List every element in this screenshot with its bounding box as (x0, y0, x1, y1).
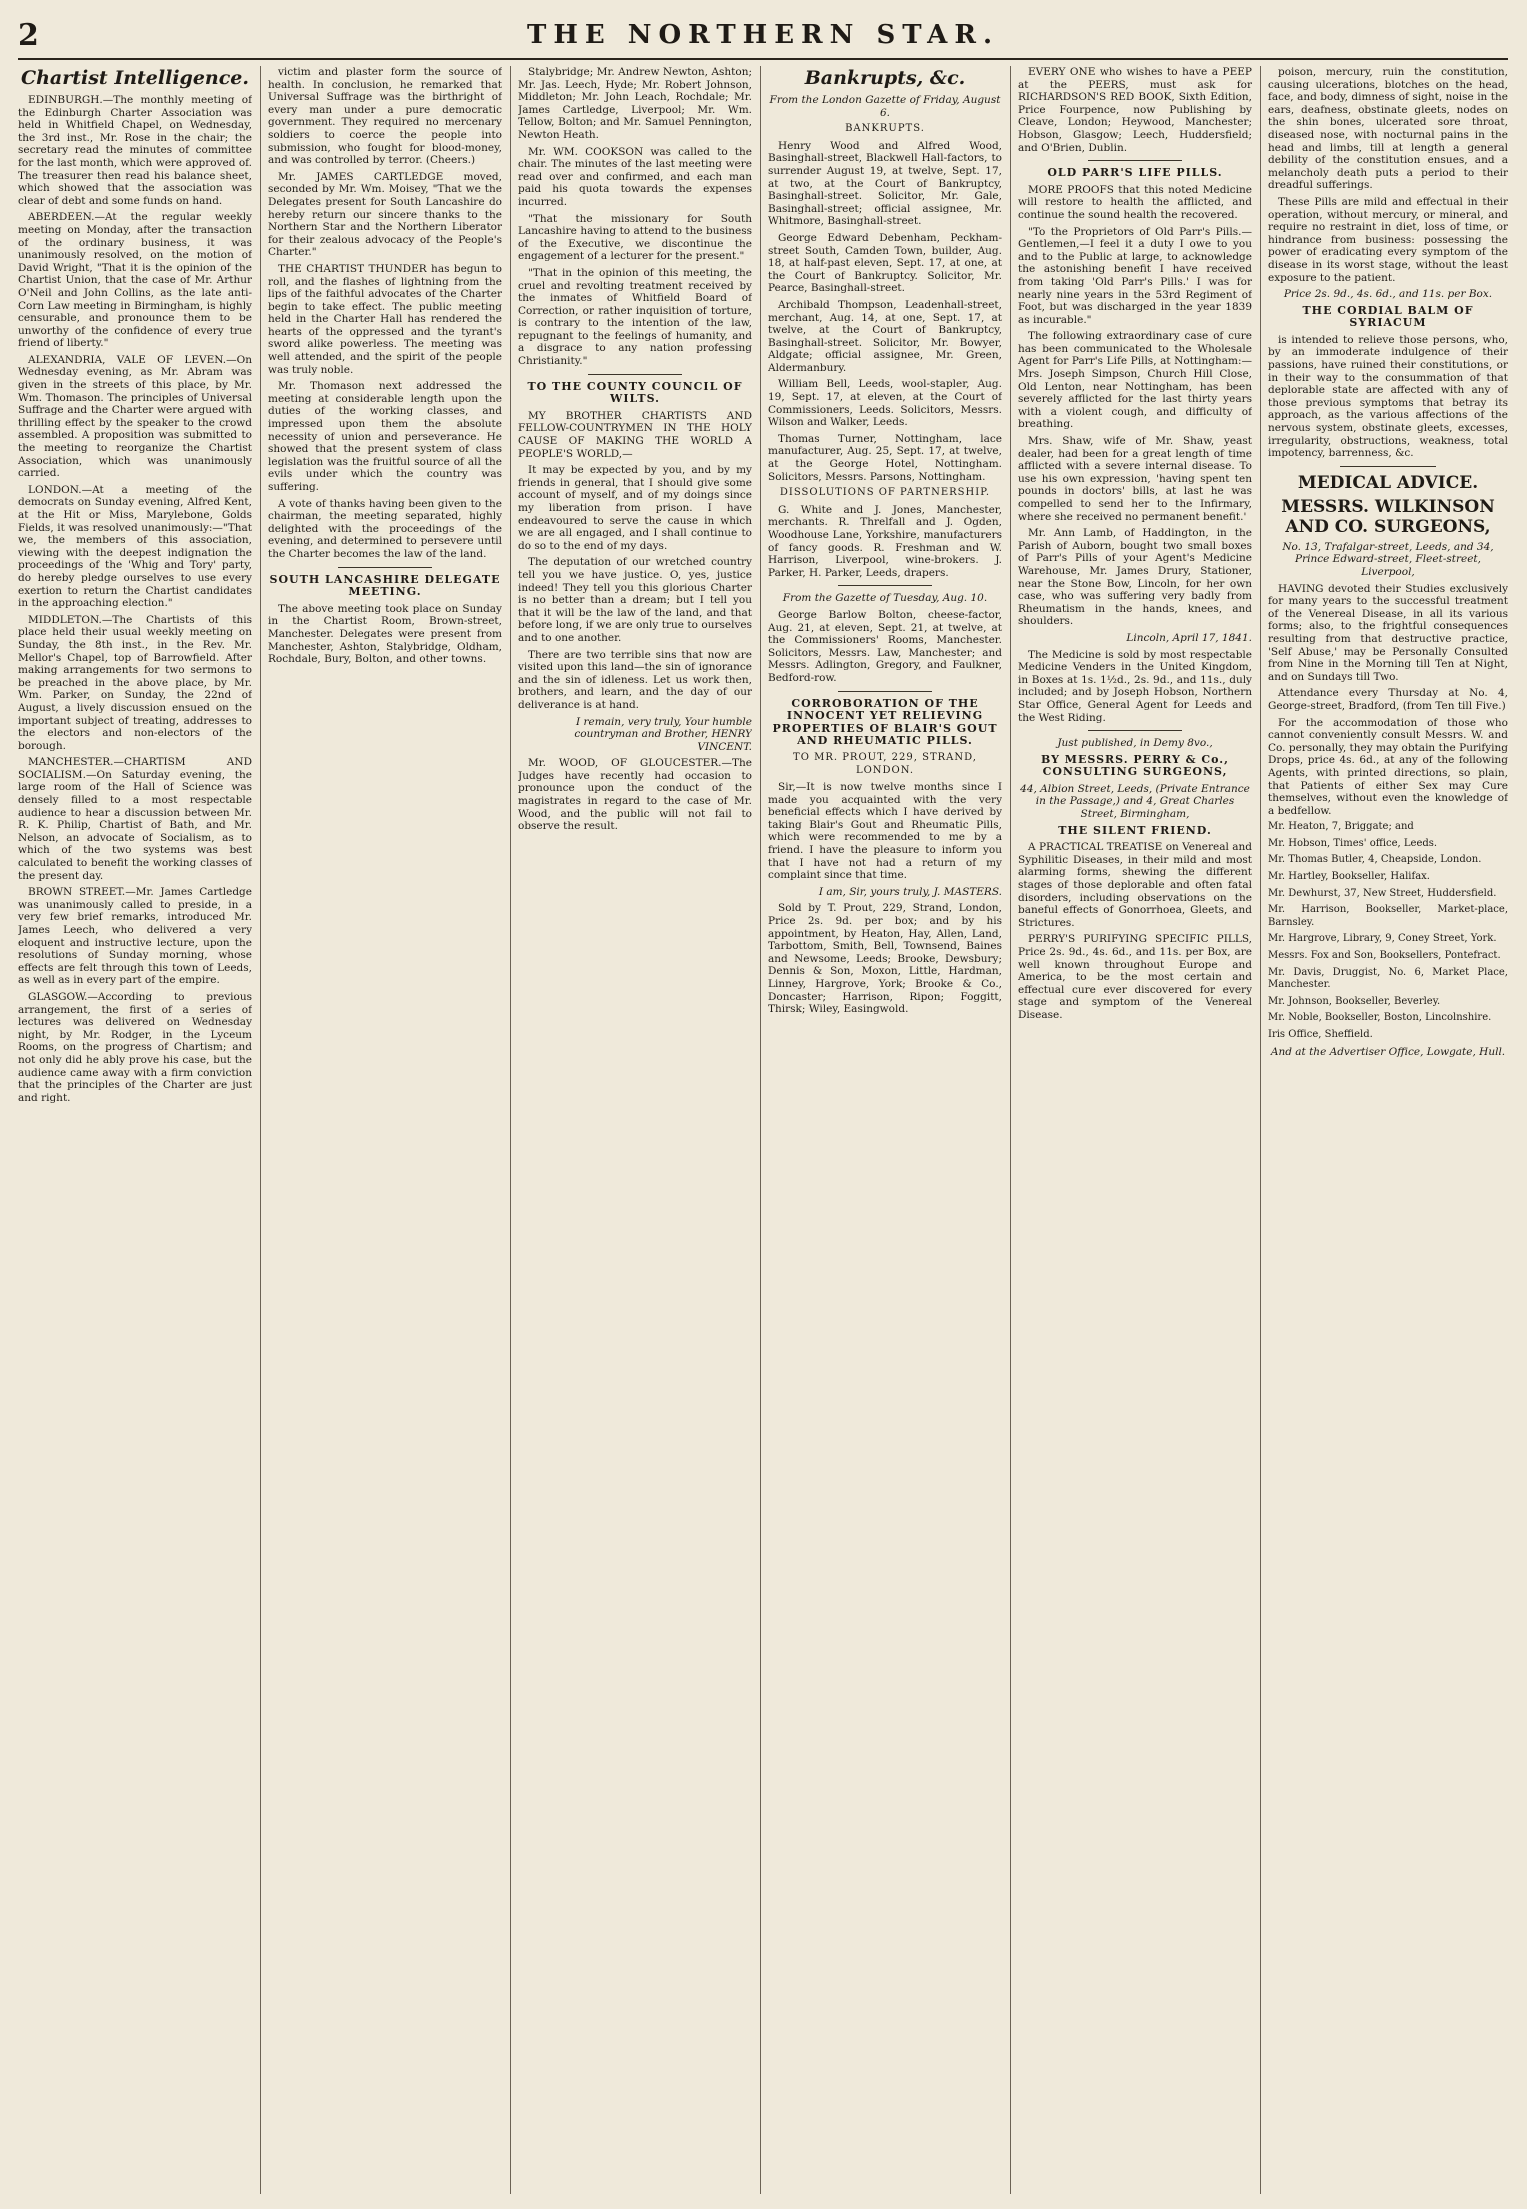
column-divider (1260, 66, 1261, 2194)
agent-item: Mr. Davis, Druggist, No. 6, Market Place, Manchester. (1268, 966, 1508, 991)
advert-body: MORE PROOFS that this noted Medicine will restore to health the afflicted, and continue the sound health the recovered. (1018, 183, 1252, 221)
article-paragraph: Mr. WM. COOKSON was called to the chair. The minutes of the last meeting were read over and confirmed, and each man paid his quota towards the expenses incurred. (518, 145, 752, 208)
column-delegate-meeting (518, 66, 752, 2194)
column-bankrupts (768, 66, 1002, 2194)
advert-body: For the accommodation of those who cannot conveniently consult Messrs. W. and Co. personally, they may obtain the Purifying Drops, price 4s. 6d., at any of the following Agents, with printed directions, so plain, that Patients of either Sex may Cure themselves, without even the knowledge of a bedfellow. (1268, 716, 1508, 817)
column-medical-advice (1268, 66, 1508, 2194)
agent-item: Messrs. Fox and Son, Booksellers, Pontefract. (1268, 950, 1501, 962)
column-chartist-intelligence (18, 66, 252, 2194)
letter-paragraph: MY BROTHER CHARTISTS AND FELLOW-COUNTRYMEN IN THE HOLY CAUSE OF MAKING THE WORLD A PEOPLE'S WORLD,— (518, 409, 752, 460)
bankrupt-entry: Henry Wood and Alfred Wood, Basinghall-street, Blackwell Hall-factors, to surrender August 19, at twelve, Sept. 17, at two, at the Court of Bankruptcy, Basinghall-street. Solicitor, Mr. Gale, Basinghall-street; official assignee, Mr. Whitmore, Basinghall-street. (768, 139, 1002, 228)
article-paragraph: ALEXANDRIA, VALE OF LEVEN.—On Wednesday evening, as Mr. Abram was given in the streets of this place, by Mr. Wm. Thomason. The principles of Universal Suffrage and the Charter were argued with thrilling effect by the speaker to the crowd assembled. A proposition was submitted to the meeting to reorganize the Chartist Association, which was unanimously carried. (18, 353, 252, 480)
section-rule (1088, 730, 1182, 731)
article-paragraph: A vote of thanks having been given to the chairman, the meeting separated, highly delighted with the proceedings of the evening, and determined to persevere until the Charter becomes the law of the land. (268, 497, 502, 560)
firm-name: MESSRS. WILKINSON AND CO. SURGEONS, (1281, 496, 1495, 537)
letter-paragraph: There are two terrible sins that now are visited upon this land—the sin of ignorance and the sin of idleness. Let us work then, brothers, and learn, and the day of our deliverance is at hand. (518, 648, 752, 711)
masthead (18, 14, 1508, 60)
article-paragraph: ABERDEEN.—At the regular weekly meeting on Monday, after the transaction of the ordinary business, it was unanimously resolved, on the motion of David Wright, "That it is the opinion of the Chartist Union, that the case of Mr. Arthur O'Neil and John Collins, as the late anti-Corn Law meeting in Birmingham, is highly censurable, and pronounce them to be unworthy of the confidence of every true friend of liberty." (18, 211, 252, 350)
agent-item: Mr. Dewhurst, 37, New Street, Huddersfield. (1268, 887, 1497, 899)
advert-body: The Medicine is sold by most respectable Medicine Venders in the United Kingdom, in Boxes at 1s. 1½d., 2s. 9d., and 11s., duly included; and by Joseph Hobson, Northern Star Office, General Agent for Leeds and the West Riding. (1018, 648, 1252, 724)
advert-address: 44, Albion Street, Leeds, (Private Entrance in the Passage,) and 4, Great Charles Street, Birmingham, (1020, 782, 1250, 821)
newspaper-page (18, 14, 1508, 2194)
section-rule (1088, 160, 1182, 161)
advert-body: These Pills are mild and effectual in their operation, without mercury, or mineral, and require no restraint in diet, loss of time, or hindrance from business: possessing the power of eradicating every symptom of the disease in its worst stage, without the least exposure to the patient. (1268, 195, 1508, 284)
section-heading: Chartist Intelligence. (20, 67, 250, 89)
book-title: THE SILENT FRIEND. (1058, 823, 1212, 837)
section-rule (338, 567, 432, 568)
advert-body: poison, mercury, ruin the constitution, causing ulcerations, blotches on the head, face, and body, dimness of sight, noise in the ears, deafness, obstinate gleets, nodes on the shin bones, ulcerated sore throat, diseased nose, with nocturnal pains in the head and limbs, till at length a general debility of the constitution ensues, and a melancholy death puts a period to their dreadful sufferings. (1268, 66, 1508, 192)
advert-signature: I am, Sir, yours truly, J. MASTERS. (818, 885, 1002, 898)
columns (18, 66, 1508, 2194)
agent-item: Mr. Hobson, Times' office, Leeds. (1268, 837, 1438, 849)
gazette-date: From the London Gazette of Friday, August 6. (769, 94, 1001, 119)
bankrupt-entry: William Bell, Leeds, wool-stapler, Aug. 19, Sept. 17, at eleven, at the Court of Commissioners, Leeds. Solicitors, Messrs. Wilson and Walker, Leeds. (768, 378, 1002, 429)
advert-body: PERRY'S PURIFYING SPECIFIC PILLS, Price 2s. 9d., 4s. 6d., and 11s. per Box, are well known throughout Europe and America, to be the most certain and effectual cure ever discovered for every stage and symptom of the Venereal Disease. (1018, 933, 1252, 1021)
bankrupt-entry: George Edward Debenham, Peckham-street South, Camden Town, builder, Aug. 18, at half-past eleven, Sept. 17, at one, at the Court of Bankruptcy. Solicitor, Mr. Pearce, Basinghall-street. (768, 231, 1002, 295)
column-divider (760, 66, 761, 2194)
advert-body: Sir,—It is now twelve months since I made you acquainted with the very beneficial effects which I have derived by taking Blair's Gout and Rheumatic Pills, which were recommended to me by a friend. I have the pleasure to inform you that I have not had a return of my complaint since that time. (768, 781, 1002, 882)
agent-item: Mr. Hartley, Bookseller, Halifax. (1268, 871, 1430, 883)
column-divider (260, 66, 261, 2194)
bankrupt-entry: Thomas Turner, Nottingham, lace manufacturer, Aug. 25, Sept. 17, at twelve, at the George Hotel, Nottingham. Solicitors, Messrs. Parsons, Nottingham. (768, 432, 1002, 483)
advert-author: BY MESSRS. PERRY & Co., CONSULTING SURGEONS, (1041, 752, 1229, 779)
article-paragraph: Mr. Thomason next addressed the meeting at considerable length upon the duties of the working classes, and impressed upon them the absolute necessity of union and perseverance. He showed that the present system of class legislation was the fruitful source of all the evils under which the country was suffering. (268, 380, 502, 493)
section-rule (588, 374, 682, 375)
letter-signature: I remain, very truly, Your humble countryman and Brother, HENRY VINCENT. (574, 715, 752, 753)
page-number: 2 (18, 18, 39, 53)
article-paragraph: Mr. JAMES CARTLEDGE moved, seconded by Mr. Wm. Moisey, "That we the Delegates present for South Lancashire do hereby return our sincere thanks to the Northern Star and the Northern Liberator for their zealous advocacy of the People's Charter." (268, 170, 502, 259)
bankrupt-entry: Archibald Thompson, Leadenhall-street, merchant, Aug. 14, at one, Sept. 17, at twelve, at the Court of Bankruptcy, Basinghall-street. Solicitor, Mr. Bowyer, Aldgate; official assignee, Mr. Green, Aldermanbury. (768, 298, 1002, 374)
article-paragraph: BROWN STREET.—Mr. James Cartledge was unanimously called to preside, in a very few brief remarks, introduced Mr. James Leech, who delivered a very eloquent and instructive lecture, upon the resolutions of Sunday morning, whose effects are felt through this town of Leeds, as well as in every part of the empire. (18, 886, 252, 987)
advert-body: EVERY ONE who wishes to have a PEEP at the PEERS, must ask for RICHARDSON'S RED BOOK, Sixth Edition, Price Fourpence, now Publishing by Cleave, London; Heywood, Manchester; Hobson, Glasgow; Leech, Huddersfield; and O'Brien, Dublin. (1018, 66, 1252, 154)
agent-item: Mr. Noble, Bookseller, Boston, Lincolnshire. (1268, 1012, 1492, 1024)
advert-body: Mrs. Shaw, wife of Mr. Shaw, yeast dealer, had been for a great length of time afflicted with a severe internal disease. To use his own expression, 'having spent ten pounds in doctors' bills, at last he was compelled to send her to the Infirmary, where she received no permanent benefit.' (1018, 435, 1252, 523)
dissolutions-text: G. White and J. Jones, Manchester, merchants. R. Threlfall and J. Ogden, Woodhouse Lane, Yorkshire, manufacturers of fancy goods. R. Freshman and W. Harrison, Liverpool, wine-brokers. J. Parker, H. Parker, Leeds, drapers. (768, 503, 1002, 579)
article-paragraph: The above meeting took place on Sunday in the Chartist Room, Brown-street, Manchester. Delegates were present from Manchester, Ashton, Stalybridge, Oldham, Rochdale, Bury, Bolton, and other towns. (268, 602, 502, 666)
advert-body: The following extraordinary case of cure has been communicated to the Wholesale Agent for Parr's Life Pills, at Nottingham:—Mrs. Joseph Simpson, Church Hill Close, Old Lenton, near Nottingham, has been severely afflicted for the last thirty years with a violent cough, and difficulty of breathing. (1018, 330, 1252, 431)
article-paragraph: LONDON.—At a meeting of the democrats on Sunday evening, Alfred Kent, at the Hit or Miss, Marylebone, Golds Fields, it was resolved unanimously:—"That we, the members of this association, viewing with the deepest indignation the proceedings of the 'Whig and Tory' party, do hereby pledge ourselves to use every exertion to return the Chartist candidates in the approaching election." (18, 483, 252, 610)
bankrupt-entry: George Barlow Bolton, cheese-factor, Aug. 21, at eleven, Sept. 21, at twelve, at the Commissioners' Rooms, Manchester. Solicitors, Messrs. Law, Manchester; and Messrs. Adlington, Gregory, and Faulkner, Bedford-row. (768, 608, 1002, 684)
section-rule (1340, 466, 1436, 467)
section-rule (838, 691, 932, 692)
published-note: Just published, in Demy 8vo., (1057, 737, 1213, 750)
article-paragraph: GLASGOW.—According to previous arrangement, the first of a series of lectures was delivered on Wednesday night, by Mr. Rodger, in the Lyceum Rooms, on the progress of Chartism; and not only did he ably prove his case, but the audience came away with a firm conviction that the principles of the Charter are just and right. (18, 990, 252, 1104)
section-heading: Bankrupts, &c. (804, 67, 966, 89)
agent-item: Mr. Thomas Butler, 4, Cheapside, London. (1268, 854, 1482, 866)
advert-addressee: TO MR. PROUT, 229, STRAND, LONDON. (793, 751, 977, 776)
column-divider (1010, 66, 1011, 2194)
dissolutions-label: DISSOLUTIONS OF PARTNERSHIP. (779, 487, 991, 499)
advert-body: HAVING devoted their Studies exclusively for many years to the successful treatment of the Venereal Disease, in all its various forms; also, to the frightful consequences resulting from that destructive practice, 'Self Abuse,' may be Personally Consulted from Nine in the Morning till Ten at Night, and on Sundays till Two. (1268, 582, 1508, 683)
advert-title: THE CORDIAL BALM OF SYRIACUM (1302, 303, 1474, 330)
medical-advice-title: MEDICAL ADVICE. (1297, 472, 1479, 493)
dateline: Lincoln, April 17, 1841. (1126, 631, 1252, 644)
article-paragraph: victim and plaster form the source of health. In conclusion, he remarked that Universal Suffrage was the birthright of every man under a pure democratic government. They required no mercenary soldiers to coerce the people into submission, who fought for blood-money, and was controlled by terror. (Cheers.) (268, 66, 502, 167)
article-paragraph: EDINBURGH.—The monthly meeting of the Edinburgh Charter Association was held in Whitfield Chapel, on Wednesday, the 3rd inst., Mr. Rose in the chair; the secretary read the minutes of committee for the last month, which were approved of. The treasurer then read his balance sheet, which showed that the association was clear of debt and some funds on hand. (18, 94, 252, 207)
agent-item: Iris Office, Sheffield. (1268, 1029, 1373, 1040)
article-paragraph: Stalybridge; Mr. Andrew Newton, Ashton; Mr. Jas. Leech, Hyde; Mr. Robert Johnson, Middleton; Mr. John Leach, Rochdale; Mr. James Cartledge, Liverpool; Mr. Wm. Tellow, Bolton; and Mr. Samuel Pennington, Newton Heath. (518, 66, 752, 141)
letter-paragraph: It may be expected by you, and by my friends in general, that I should give some account of myself, and of my doings since my liberation from prison. I have endeavoured to serve the cause in which we are all engaged, and I shall continue to do so to the end of my days. (518, 464, 752, 552)
agent-item: Mr. Johnson, Bookseller, Beverley. (1268, 995, 1441, 1007)
subheading: SOUTH LANCASHIRE DELEGATE MEETING. (269, 572, 501, 599)
article-paragraph: MIDDLETON.—The Chartists of this place held their usual weekly meeting on Sunday, the 8th inst., in the Rev. Mr. Mellor's Chapel, top of Barrowfield. After making arrangements for two sermons to be preached in the above place, by Mr. Wm. Parker, on Sunday, the 22nd of August, a lively discussion ensued on the important subject of treating, addresses to the electors and non-electors of the borough. (18, 613, 252, 752)
article-paragraph: MANCHESTER.—CHARTISM AND SOCIALISM.—On Saturday evening, the large room of the Hall of Science was densely filled to a most respectable audience to hear a discussion between Mr. R. K. Philip, Chartist of Bath, and Mr. Nelson, an advocate of Socialism, as to which of the two systems was best calculated to benefit the working classes of the present day. (18, 756, 252, 882)
advert-body: Mr. Ann Lamb, of Haddington, in the Parish of Auborn, bought two small boxes of Parr's Pills of your Agent's Medicine Warehouse, Mr. James Drury, Stationer, near the Stone Bow, Lincoln, for her own case, who was suffering very badly from Rheumatism in the hands, knees, and shoulders. (1018, 527, 1252, 628)
section-rule (838, 585, 932, 586)
agent-item: Mr. Hargrove, Library, 9, Coney Street, York. (1268, 933, 1497, 945)
firm-address: No. 13, Trafalgar-street, Leeds, and 34, Prince Edward-street, Fleet-street, Liverpool, (1282, 540, 1494, 578)
advert-body: is intended to relieve those persons, who, by an immoderate indulgence of their passions, have ruined their constitutions, or in their way to the consummation of that deplorable state are affected with any of those previous symptoms that betray its approach, as the various affections of the nervous system, obstinate gleets, excesses, irregularity, obstructions, weakness, total impotency, barrenness, &c. (1268, 333, 1508, 460)
column-parr-pills (1018, 66, 1252, 2194)
advert-title: OLD PARR'S LIFE PILLS. (1047, 166, 1223, 180)
article-paragraph: "That the missionary for South Lancashire having to attend to the business of the Executive, we discontinue the engagement of a lecturer for the present." (518, 212, 752, 263)
price-line: Price 2s. 9d., 4s. 6d., and 11s. per Box. (1283, 288, 1493, 301)
bankrupts-label: BANKRUPTS. (845, 123, 925, 135)
advert-body: Sold by T. Prout, 229, Strand, London, Price 2s. 9d. per box; and by his appointment, by Heaton, Hay, Allen, Land, Tarbottom, Smith, Bell, Townsend, Baines and Newsome, Leeds; Brooke, Dewsbury; Dennis & Son, Moxon, Little, Hardman, Linney, Hargrove, York; Brooke & Co., Doncaster; Harrison, Ripon; Foggitt, Thirsk; Wiley, Easingwold. (768, 902, 1002, 1016)
agent-item: Mr. Harrison, Bookseller, Market-place, Barnsley. (1268, 904, 1508, 928)
closing-line: And at the Advertiser Office, Lowgate, Hull. (1270, 1045, 1506, 1058)
advert-body: A PRACTICAL TREATISE on Venereal and Syphilitic Diseases, in their mild and most alarming forms, shewing the different stages of those deplorable and often fatal disorders, including observations on the baneful effects of Gonorrhoea, Gleets, and Strictures. (1018, 841, 1252, 929)
article-paragraph: Mr. WOOD, OF GLOUCESTER.—The Judges have recently had occasion to pronounce upon the conduct of the magistrates in regard to the case of Mr. Wood, and the public will not fail to observe the result. (518, 757, 752, 833)
newspaper-title: THE NORTHERN STAR. (526, 20, 1000, 50)
article-paragraph: THE CHARTIST THUNDER has begun to roll, and the flashes of lightning from the lips of the faithful advocates of the Charter begin to take effect. The public meeting held in the Charter Hall has rendered the hearts of the oppressed and the tyrant's sword alike powerless. The meeting was well attended, and the spirit of the people was truly noble. (268, 262, 502, 376)
agent-item: Mr. Heaton, 7, Briggate; and (1268, 821, 1414, 833)
letter-paragraph: The deputation of our wretched country tell you we have justice. O, yes, justice indeed! They tell you this glorious Charter is no better than a dream; but I tell you that it will be the law of the land, and that before long, if we are only true to ourselves and to one another. (518, 556, 752, 644)
column-divider (510, 66, 511, 2194)
gazette-date: From the Gazette of Tuesday, Aug. 10. (782, 592, 988, 605)
column-chartist-continued (268, 66, 502, 2194)
article-paragraph: "That in the opinion of this meeting, the cruel and revolting treatment received by the inmates of Whitfield Board of Correction, or rather inquisition of torture, is contrary to the intention of the law, repugnant to the feelings of humanity, and a disgrace to any nation professing Christianity." (518, 266, 752, 368)
advert-title: CORROBORATION OF THE INNOCENT YET RELIEVING PROPERTIES OF BLAIR'S GOUT AND RHEUMATIC PILLS. (772, 696, 998, 748)
subheading: TO THE COUNTY COUNCIL OF WILTS. (527, 379, 743, 406)
advert-body: Attendance every Thursday at No. 4, George-street, Bradford, (from Ten till Five.) (1268, 687, 1508, 712)
advert-body: "To the Proprietors of Old Parr's Pills.—Gentlemen,—I feel it a duty I owe to you and to the Public at large, to acknowledge the astonishing benefit I have received from taking 'Old Parr's Pills.' I was for nearly nine years in the 53rd Regiment of Foot, but was discharged in the year 1839 as incurable." (1018, 225, 1252, 326)
